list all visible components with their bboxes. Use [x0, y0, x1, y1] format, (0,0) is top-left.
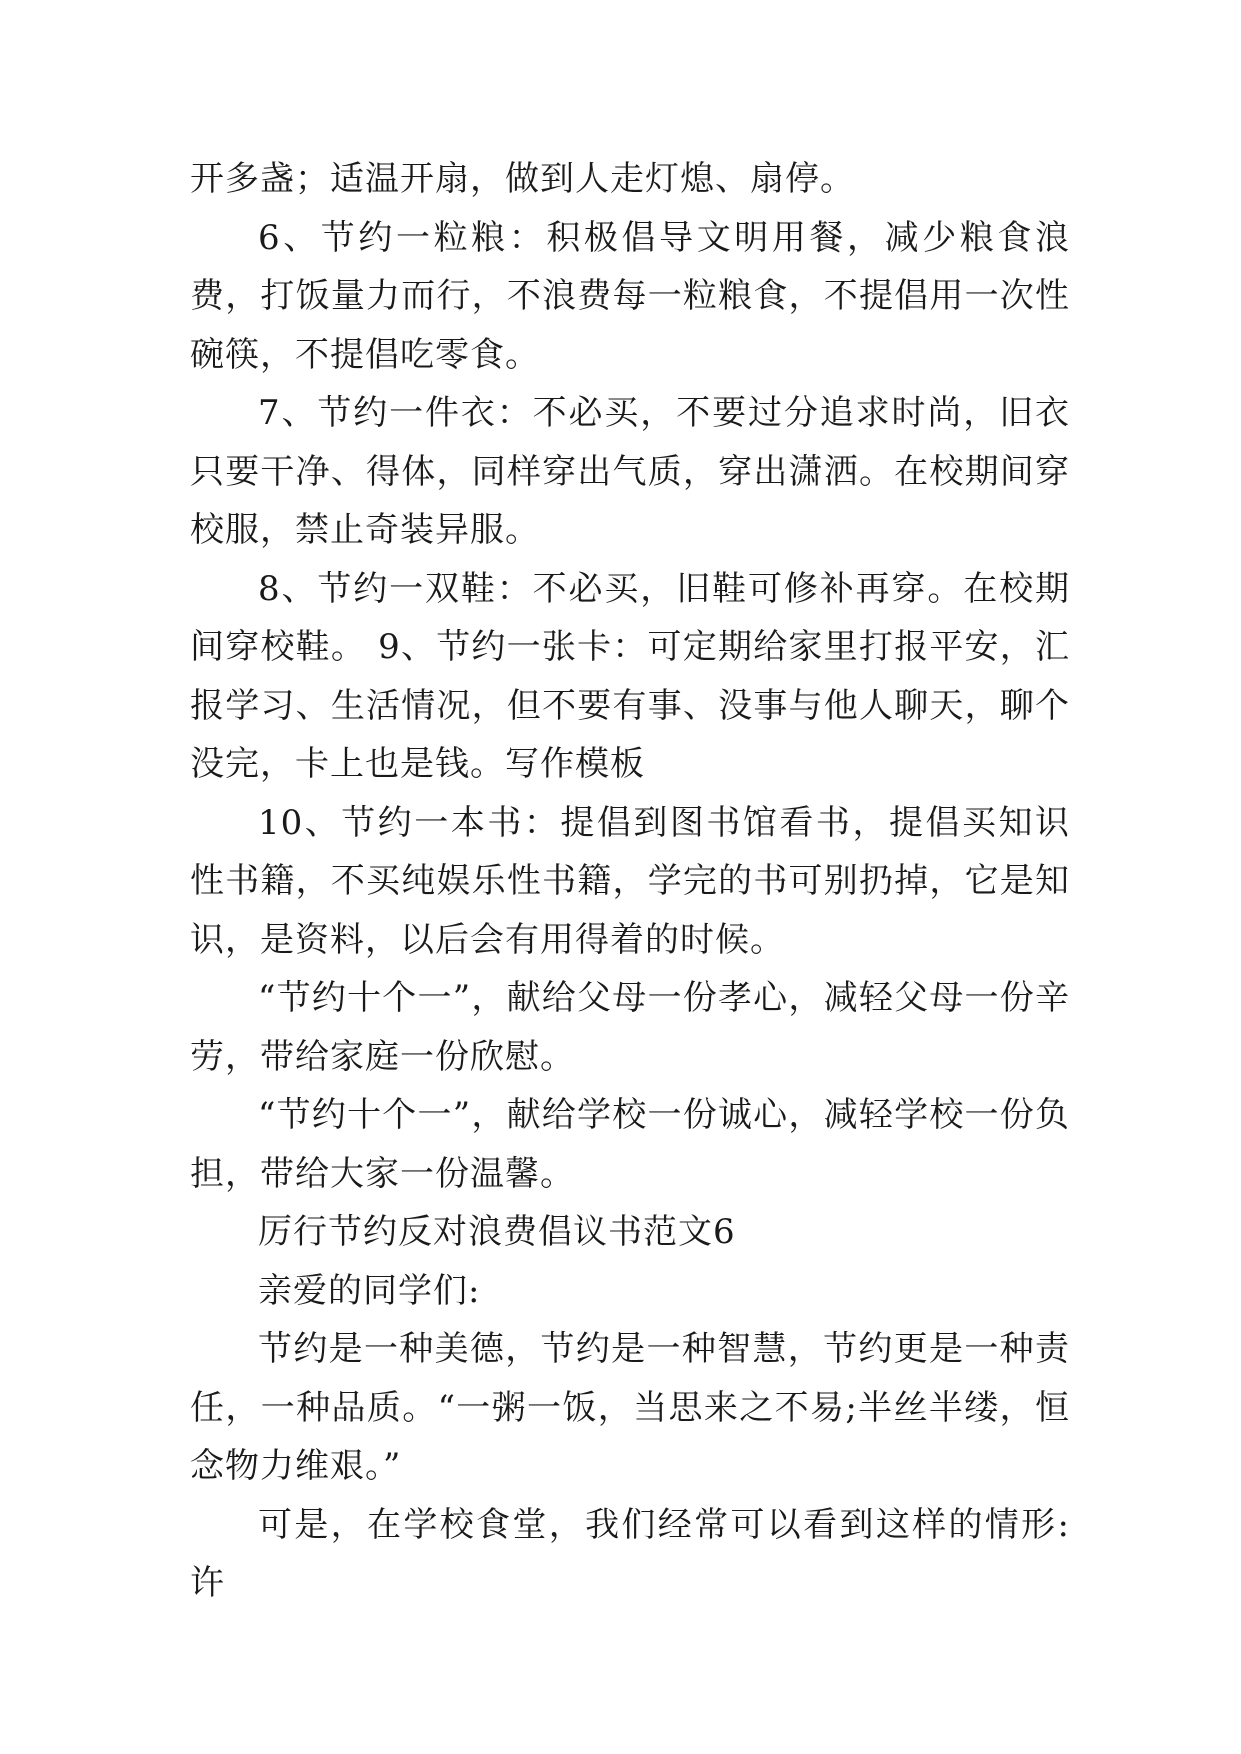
paragraph-continuation: 开多盏；适温开扇，做到人走灯熄、扇停。 [190, 159, 855, 199]
salutation: 亲爱的同学们: [258, 1270, 481, 1311]
paragraph-item-7: 7、节约一件衣：不必买，不要过分追求时尚，旧衣只要干净、得体，同样穿出气质，穿出潇洒。在校期间穿校服，禁止奇装异服。 [190, 393, 1070, 550]
paragraph-school-summary: “节约十个一”，献给学校一份诚心，减轻学校一份负担，带给大家一份温馨。 [190, 1095, 1070, 1194]
paragraph-parents-summary: “节约十个一”，献给父母一份孝心，减轻父母一份辛劳，带给家庭一份欣慰。 [190, 978, 1070, 1077]
paragraph-item-8-9: 8、节约一双鞋：不必买，旧鞋可修补再穿。在校期间穿校鞋。 9、节约一张卡：可定期给家里打报平安，汇报学习、生活情况，但不要有事、没事与他人聊天，聊个没完，卡上也是钱。写作模板 [190, 568, 1070, 784]
paragraph-thrift-virtue: 节约是一种美德，节约是一种智慧，节约更是一种责任，一种品质。“一粥一饭，当思来之不易;半丝半缕，恒念物力维艰。” [190, 1329, 1070, 1486]
paragraph-item-6: 6、节约一粒粮：积极倡导文明用餐，减少粮食浪费，打饭量力而行，不浪费每一粒粮食，不提倡用一次性碗筷，不提倡吃零食。 [190, 217, 1070, 375]
section-heading: 厉行节约反对浪费倡议书范文6 [258, 1212, 736, 1252]
paragraph-item-10: 10、节约一本书：提倡到图书馆看书，提倡买知识性书籍，不买纯娱乐性书籍，学完的书可别扔掉，它是知识，是资料，以后会有用得着的时候。 [190, 802, 1070, 960]
paragraph-cafeteria: 可是，在学校食堂，我们经常可以看到这样的情形:许 [190, 1504, 1070, 1603]
document-body [190, 150, 1070, 1613]
